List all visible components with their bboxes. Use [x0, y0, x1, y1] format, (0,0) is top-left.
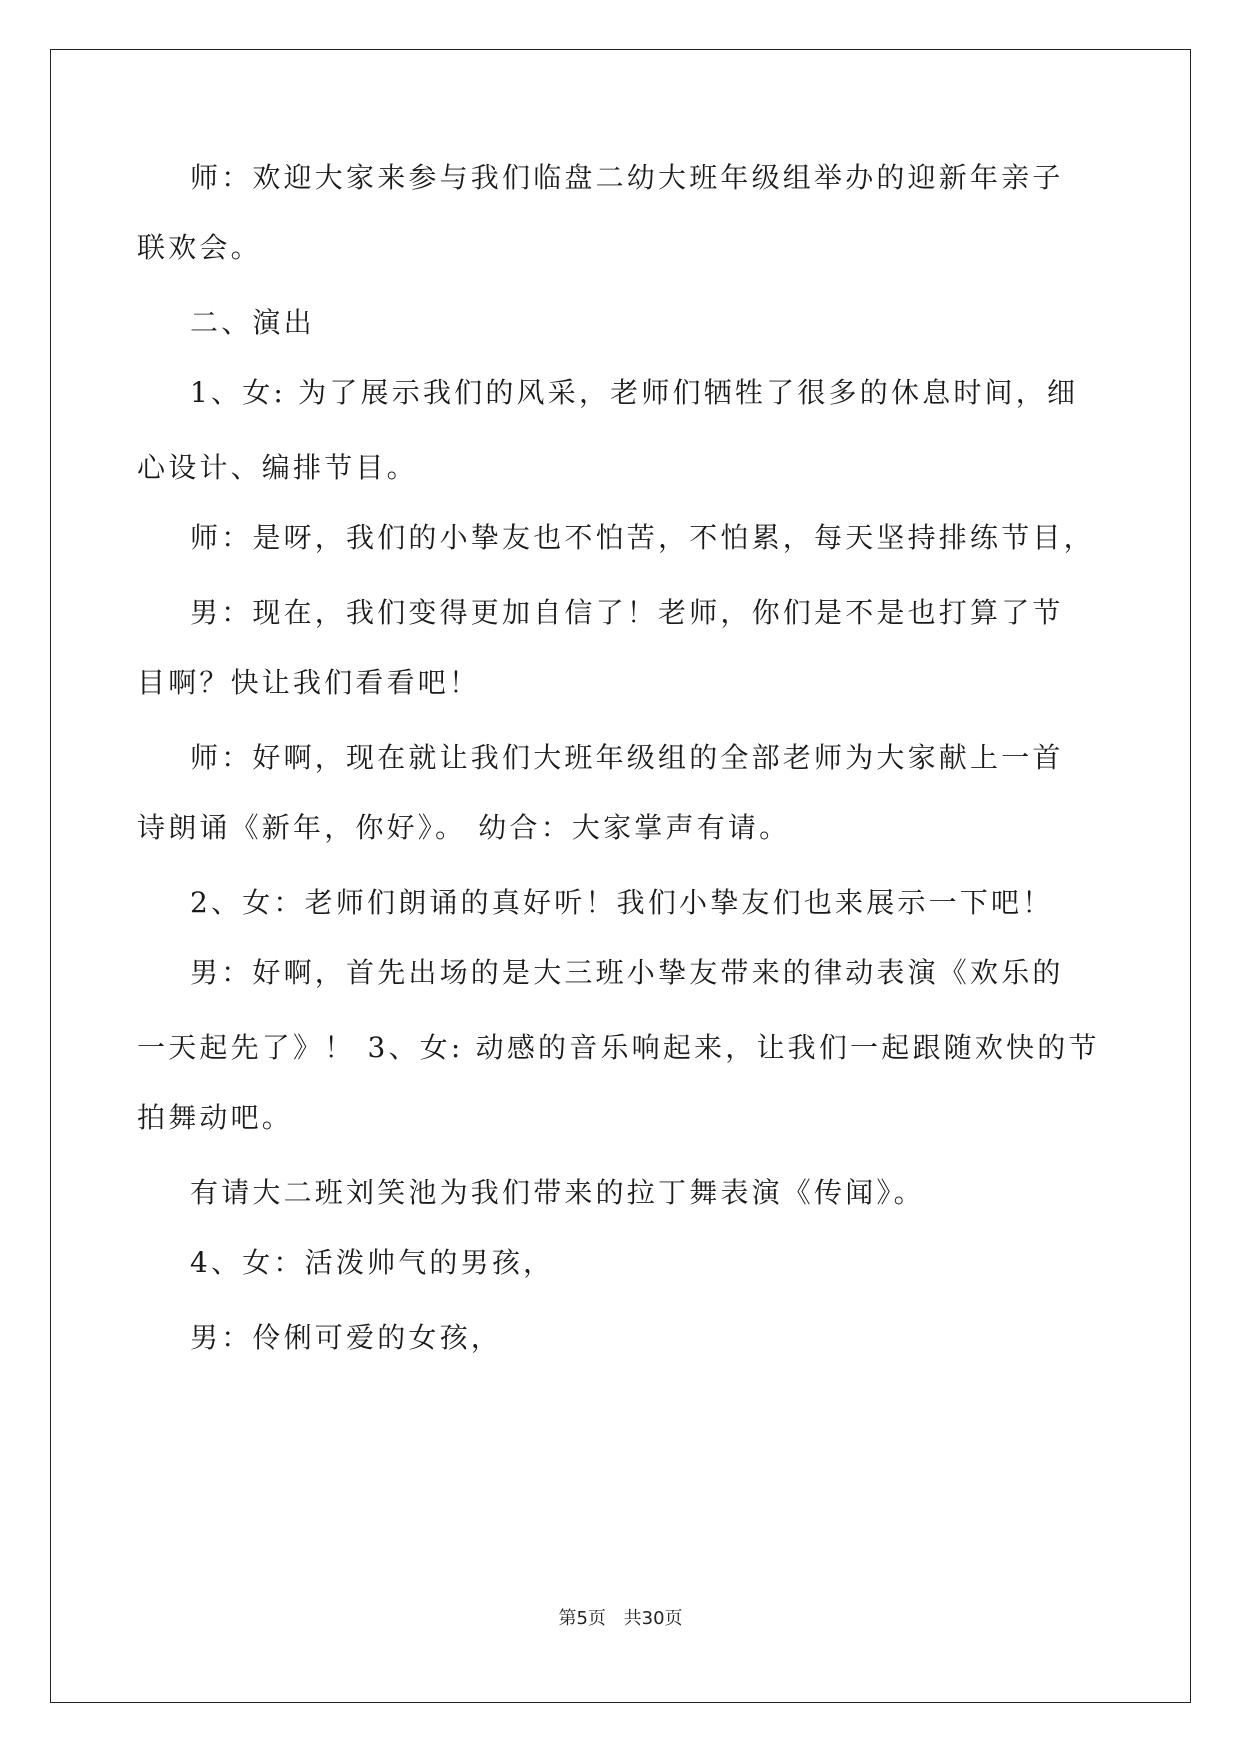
paragraph-line: 师：好啊，现在就让我们大班年级组的全部老师为大家献上一首	[190, 741, 1064, 774]
paragraph-line: 一天起先了》！ 3、女: 动感的音乐响起来，让我们一起跟随欢快的节	[137, 1031, 1100, 1064]
page-border	[50, 49, 1191, 1703]
paragraph-line: 1、女: 为了展示我们的风采，老师们牺牲了很多的休息时间，细	[190, 376, 1079, 409]
paragraph-line: 有请大二班刘笑池为我们带来的拉丁舞表演《传闻》。	[190, 1176, 925, 1209]
paragraph-line: 男：现在，我们变得更加自信了！老师，你们是不是也打算了节	[190, 596, 1064, 629]
section-heading: 二、演出	[190, 306, 315, 339]
page-footer	[0, 1604, 1241, 1630]
paragraph-line: 男：伶俐可爱的女孩，	[190, 1321, 503, 1354]
page-number: 第5页	[558, 1608, 606, 1629]
paragraph-line: 男：好啊，首先出场的是大三班小挚友带来的律动表演《欢乐的	[190, 956, 1064, 989]
paragraph-line: 目啊？快让我们看看吧！	[137, 666, 481, 699]
paragraph-line: 拍舞动吧。	[137, 1101, 294, 1134]
total-pages: 共30页	[623, 1608, 683, 1629]
paragraph-line: 师：欢迎大家来参与我们临盘二幼大班年级组举办的迎新年亲子	[190, 161, 1064, 194]
paragraph-line: 4、女：活泼帅气的男孩，	[190, 1246, 555, 1279]
paragraph-line: 心设计、编排节目。	[137, 451, 418, 484]
paragraph-line: 诗朗诵《新年，你好》。 幼合：大家掌声有请。	[137, 811, 791, 844]
paragraph-line: 2、女：老师们朗诵的真好听！我们小挚友们也来展示一下吧！	[190, 886, 1054, 919]
paragraph-line: 联欢会。	[137, 231, 262, 264]
paragraph-line: 师：是呀，我们的小挚友也不怕苦，不怕累，每天坚持排练节目，	[190, 521, 1095, 554]
